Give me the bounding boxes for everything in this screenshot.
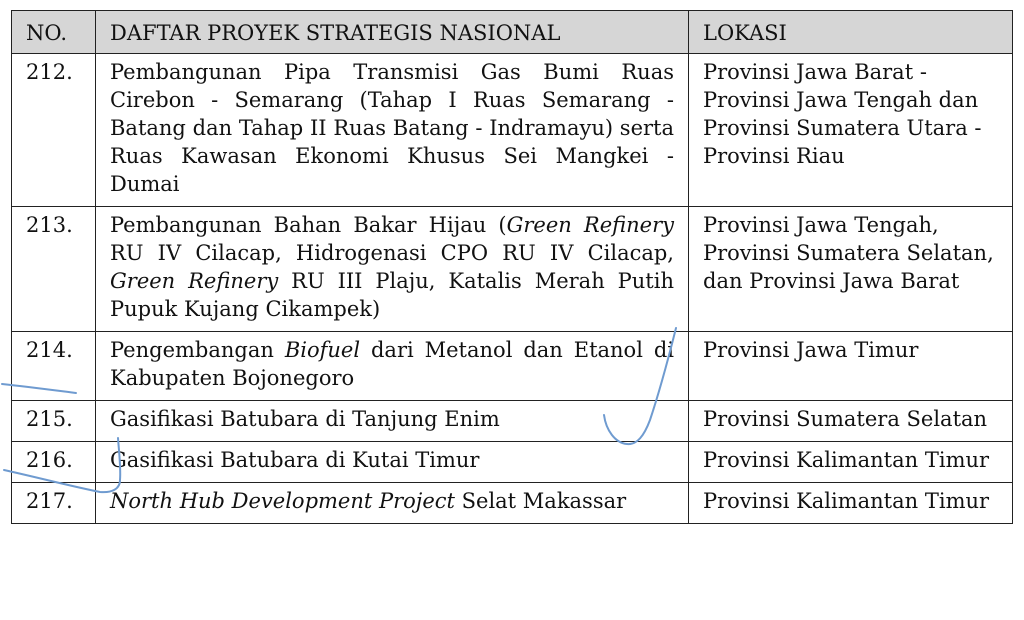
project-name xyxy=(96,207,689,332)
table-row xyxy=(12,207,1013,332)
row-number: 215. xyxy=(12,401,96,442)
project-name xyxy=(96,332,689,401)
project-text-italic: North Hub Development Project xyxy=(110,489,455,513)
project-name xyxy=(96,442,689,483)
project-text-italic: Biofuel xyxy=(284,338,361,362)
project-text: dari Metanol dan Etanol di Kabupaten Bojonegoro xyxy=(110,338,674,390)
project-location: Provinsi Kalimantan Timur xyxy=(689,442,1013,483)
project-text: Gasifikasi Batubara di Tanjung Enim xyxy=(110,407,500,431)
header-location: LOKASI xyxy=(689,11,1013,54)
table-row xyxy=(12,401,1013,442)
project-location: Provinsi Jawa Tengah, Provinsi Sumatera Selatan, dan Provinsi Jawa Barat xyxy=(689,207,1013,332)
project-text: Pembangunan Pipa Transmisi Gas Bumi Ruas Cirebon - Semarang (Tahap I Ruas Semarang - Batang dan Tahap II Ruas Batang - Indramayu) serta Ruas Kawasan Ekonomi Khusus Sei Mangkei - Dumai xyxy=(110,60,674,196)
project-location: Provinsi Kalimantan Timur xyxy=(689,483,1013,524)
row-number: 216. xyxy=(12,442,96,483)
project-text: Gasifikasi Batubara di Kutai Timur xyxy=(110,448,480,472)
project-text: Selat Makassar xyxy=(454,489,627,513)
project-text: RU III Plaju, Katalis Merah Putih Pupuk Kujang Cikampek) xyxy=(110,269,674,321)
project-name xyxy=(96,54,689,207)
project-text: Pembangunan Bahan Bakar Hijau ( xyxy=(110,213,507,237)
row-number: 212. xyxy=(12,54,96,207)
project-location: Provinsi Jawa Timur xyxy=(689,332,1013,401)
project-location: Provinsi Sumatera Selatan xyxy=(689,401,1013,442)
project-name xyxy=(96,483,689,524)
table-row xyxy=(12,483,1013,524)
project-location: Provinsi Jawa Barat - Provinsi Jawa Tengah dan Provinsi Sumatera Utara - Provinsi Riau xyxy=(689,54,1013,207)
project-name xyxy=(96,401,689,442)
header-row xyxy=(12,11,1013,54)
project-text: Pengembangan xyxy=(110,338,285,362)
row-number: 213. xyxy=(12,207,96,332)
project-text-italic: Green Refinery xyxy=(110,269,279,293)
project-text-italic: Green Refinery xyxy=(506,213,674,237)
row-number: 217. xyxy=(12,483,96,524)
psn-table xyxy=(11,10,1013,524)
table-row xyxy=(12,332,1013,401)
project-text: RU IV Cilacap, Hidrogenasi CPO RU IV Cilacap, xyxy=(110,241,674,265)
header-no: NO. xyxy=(12,11,96,54)
table-row xyxy=(12,442,1013,483)
row-number: 214. xyxy=(12,332,96,401)
header-project: DAFTAR PROYEK STRATEGIS NASIONAL xyxy=(96,11,689,54)
table-row xyxy=(12,54,1013,207)
